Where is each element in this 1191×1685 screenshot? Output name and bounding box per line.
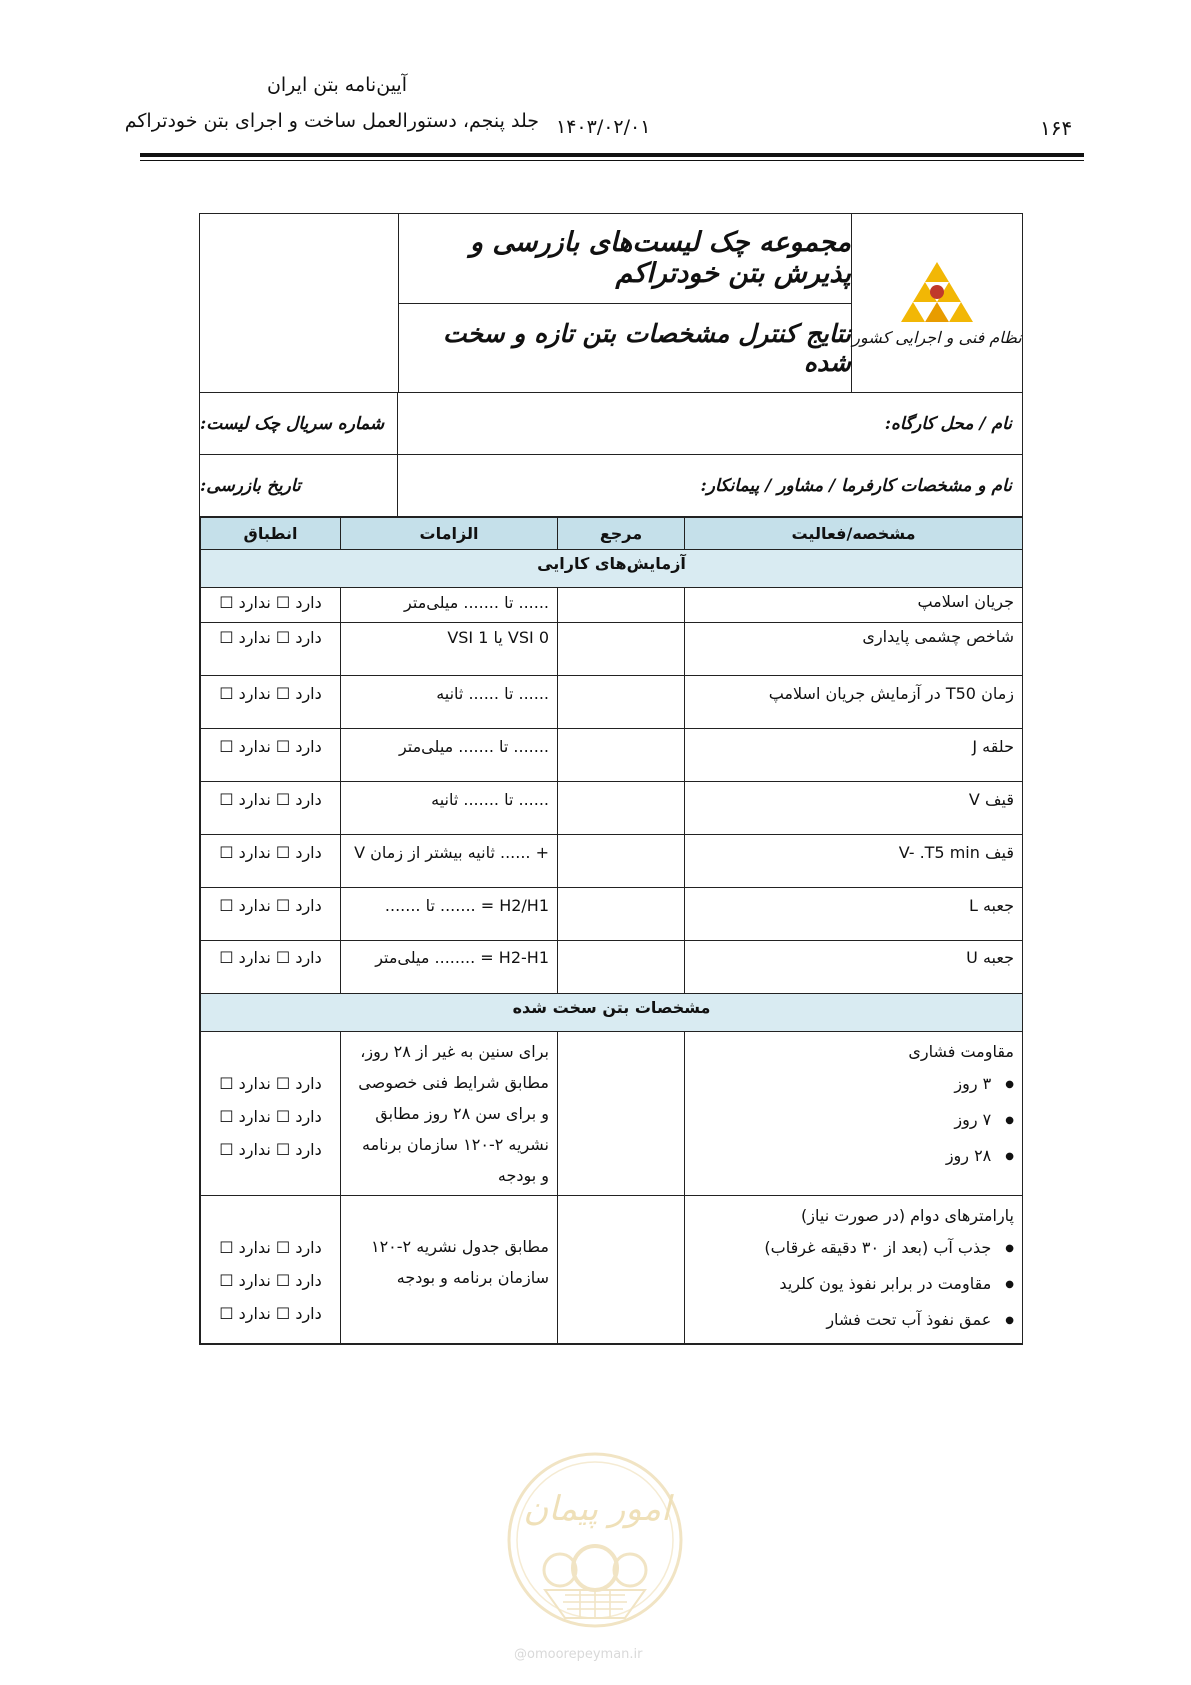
- compliance-cell[interactable]: دارد ☐ ندارد ☐: [201, 782, 341, 835]
- requirement-cell: [341, 1196, 558, 1344]
- reference-cell[interactable]: [558, 588, 685, 623]
- header-compliance: انطباق: [201, 518, 341, 550]
- reference-cell[interactable]: [558, 941, 685, 994]
- table-header-row: [201, 518, 1023, 550]
- activity-cell: قیف V: [685, 782, 1023, 835]
- watermark-site: @omoorepeyman.ir: [514, 1647, 643, 1662]
- svg-text:امور پیمان: امور پیمان: [523, 1489, 671, 1529]
- activity-cell: شاخص چشمی پایداری: [685, 623, 1023, 676]
- inspection-date-label: تاریخ بازرسی:: [200, 455, 398, 516]
- table-row: [201, 1032, 1023, 1196]
- requirement-cell: H2/H1 = ....... تا .......: [341, 888, 558, 941]
- form-title: مجموعه چک لیست‌های بازرسی و پذیرش بتن خودتراکم: [399, 214, 851, 304]
- compliance-cell[interactable]: دارد ☐ ندارد ☐: [201, 835, 341, 888]
- requirement-cell: H2-H1 = ........ میلی‌متر: [341, 941, 558, 994]
- workshop-row: [200, 393, 1022, 455]
- reference-cell[interactable]: [558, 676, 685, 729]
- activity-cell: [685, 1032, 1023, 1196]
- serial-number-label: شماره سریال چک لیست:: [200, 393, 398, 454]
- requirement-line: مطابق شرایط فنی خصوصی: [358, 1073, 549, 1092]
- list-item: ● مقاومت در برابر نفوذ یون کلرید: [693, 1267, 1014, 1303]
- volume-title: جلد پنجم، دستورالعمل ساخت و اجرای بتن خودتراکم: [124, 110, 539, 132]
- table-row: [201, 888, 1023, 941]
- compliance-cell[interactable]: دارد ☐ ندارد ☐: [201, 941, 341, 994]
- compliance-cell[interactable]: دارد ☐ ندارد ☐: [201, 888, 341, 941]
- activity-cell: زمان T50 در آزمایش جریان اسلامپ: [685, 676, 1023, 729]
- header-activity: مشخصه/فعالیت: [685, 518, 1023, 550]
- compliance-cell[interactable]: دارد ☐ ندارد ☐: [201, 729, 341, 782]
- compliance-option[interactable]: دارد ☐ ندارد ☐: [219, 1238, 322, 1257]
- table-row: [201, 941, 1023, 994]
- activity-cell: جعبه L: [685, 888, 1023, 941]
- section-row: [201, 550, 1023, 588]
- form-subtitle: نتایج کنترل مشخصات بتن تازه و سخت شده: [442, 318, 851, 377]
- reference-cell[interactable]: [558, 888, 685, 941]
- requirement-line: و برای سن ۲۸ روز مطابق: [375, 1104, 549, 1123]
- header-reference: مرجع: [558, 518, 685, 550]
- compliance-cell[interactable]: دارد ☐ ندارد ☐: [201, 623, 341, 676]
- activity-cell: [685, 1196, 1023, 1344]
- requirement-line: برای سنین به غیر از ۲۸ روز،: [360, 1042, 549, 1061]
- compliance-cell[interactable]: دارد ☐ ندارد ☐: [201, 588, 341, 623]
- section-title-hardened: مشخصات بتن سخت شده: [201, 994, 1023, 1032]
- reference-cell[interactable]: [558, 835, 685, 888]
- table-row: [201, 729, 1023, 782]
- page-number: ۱۶۴: [1040, 116, 1073, 140]
- table-row: [201, 676, 1023, 729]
- checklist-table: [200, 517, 1023, 1344]
- table-row: [201, 1196, 1023, 1344]
- activity-cell: جعبه U: [685, 941, 1023, 994]
- reference-cell[interactable]: [558, 1032, 685, 1196]
- requirement-cell: ...... تا ....... میلی‌متر: [341, 588, 558, 623]
- list-item: ● ۷ روز: [693, 1103, 1014, 1139]
- list-item: ● ۳ روز: [693, 1067, 1014, 1103]
- requirement-line: مطابق جدول نشریه ۲-۱۲۰: [370, 1237, 549, 1256]
- requirement-line: سازمان برنامه و بودجه: [396, 1268, 549, 1287]
- requirement-cell: VSI 0 یا VSI 1: [341, 623, 558, 676]
- compliance-cell[interactable]: دارد ☐ ندارد ☐: [201, 676, 341, 729]
- logo-text: نظام فنی و اجرایی کشور: [852, 327, 1022, 347]
- requirement-line: و بودجه: [497, 1166, 549, 1185]
- reference-cell[interactable]: [558, 729, 685, 782]
- compliance-option[interactable]: دارد ☐ ندارد ☐: [219, 1271, 322, 1290]
- workshop-label: نام / محل کارگاه:: [884, 413, 1012, 434]
- form-title-row: [200, 214, 1022, 393]
- activity-cell: جریان اسلامپ: [685, 588, 1023, 623]
- table-row: [201, 588, 1023, 623]
- table-row: [201, 835, 1023, 888]
- compliance-option[interactable]: دارد ☐ ندارد ☐: [219, 1074, 322, 1093]
- requirement-cell: ....... تا ....... میلی‌متر: [341, 729, 558, 782]
- reference-cell[interactable]: [558, 782, 685, 835]
- compliance-cell[interactable]: [201, 1032, 341, 1196]
- checklist-form: [199, 213, 1023, 1345]
- durability-title: پارامترهای دوام (در صورت نیاز): [801, 1206, 1014, 1225]
- compressive-title: مقاومت فشاری: [908, 1042, 1014, 1061]
- reference-cell[interactable]: [558, 1196, 685, 1344]
- client-row: [200, 455, 1022, 517]
- table-row: [201, 782, 1023, 835]
- requirement-cell: ...... تا ....... ثانیه: [341, 782, 558, 835]
- section-title-workability: آزمایش‌های کارایی: [201, 550, 1023, 588]
- reference-cell[interactable]: [558, 623, 685, 676]
- watermark-seal-icon: [505, 1450, 685, 1630]
- title-blank-cell: [200, 214, 399, 392]
- activity-cell: قیف V- .T5 min: [685, 835, 1023, 888]
- requirement-cell: ...... تا ...... ثانیه: [341, 676, 558, 729]
- title-cell: [399, 214, 852, 392]
- header-rule: [140, 153, 1084, 157]
- list-item: ● جذب آب (بعد از ۳۰ دقیقه غرقاب): [693, 1231, 1014, 1267]
- requirement-cell: [341, 1032, 558, 1196]
- book-title: آیین‌نامه بتن ایران: [266, 74, 407, 96]
- activity-cell: حلقه J: [685, 729, 1023, 782]
- organization-logo-icon: [897, 260, 977, 324]
- requirement-cell: + ...... ثانیه بیشتر از زمان V: [341, 835, 558, 888]
- publication-date: ۱۴۰۳/۰۲/۰۱: [556, 116, 651, 138]
- compliance-option[interactable]: دارد ☐ ندارد ☐: [219, 1107, 322, 1126]
- section-row: [201, 994, 1023, 1032]
- header-rule-thin: [140, 160, 1084, 161]
- compliance-option[interactable]: دارد ☐ ندارد ☐: [219, 1304, 322, 1323]
- logo-cell: [852, 214, 1022, 392]
- compliance-cell[interactable]: [201, 1196, 341, 1344]
- table-row: [201, 623, 1023, 676]
- header-requirements: الزامات: [341, 518, 558, 550]
- list-item: ● ۲۸ روز: [693, 1139, 1014, 1175]
- list-item: ● عمق نفوذ آب تحت فشار: [693, 1303, 1014, 1339]
- client-label: نام و مشخصات کارفرما / مشاور / پیمانکار:: [700, 475, 1012, 496]
- compliance-option[interactable]: دارد ☐ ندارد ☐: [219, 1140, 322, 1159]
- requirement-line: نشریه ۲-۱۲۰ سازمان برنامه: [362, 1135, 549, 1154]
